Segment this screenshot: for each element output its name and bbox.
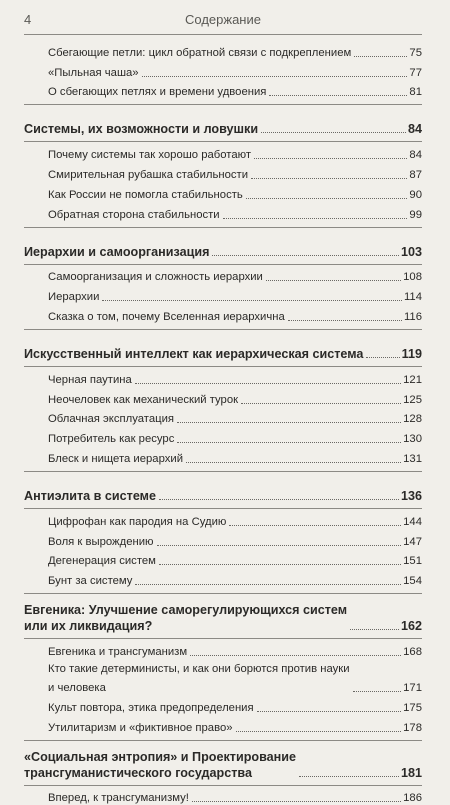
toc-chapter-entry[interactable]	[24, 228, 422, 259]
toc-section-entry[interactable]	[24, 426, 422, 446]
page-ref: 168	[403, 645, 422, 658]
page-ref: 144	[403, 515, 422, 528]
section-title: Сбегающие петли: цикл обратной связи с подкреплением	[48, 46, 352, 59]
title-line-2: или их ликвидация?	[24, 619, 153, 634]
dot-leader	[177, 442, 401, 443]
running-head: Содержание	[185, 12, 261, 27]
section-title: О сбегающих петлях и времени удвоения	[48, 86, 267, 99]
page-ref: 181	[400, 765, 422, 780]
toc-chapter-entry[interactable]	[24, 741, 422, 780]
dot-leader	[288, 320, 402, 321]
dot-leader	[251, 178, 407, 179]
dot-leader	[102, 300, 402, 301]
section-title: Культ повтора, этика предопределения	[48, 701, 254, 714]
page-ref: 175	[403, 701, 422, 714]
page-ref: 186	[403, 792, 422, 805]
section-title: Сказка о том, почему Вселенная иерархична	[48, 310, 285, 323]
chapter-title: Антиэлита в системе	[24, 488, 156, 503]
toc-section-entry[interactable]	[24, 40, 422, 60]
table-of-contents	[24, 40, 422, 805]
section-title: Как России не помогла стабильность	[48, 188, 243, 201]
dot-leader	[135, 383, 401, 384]
toc-section-entry[interactable]	[24, 715, 422, 735]
toc-section-entry[interactable]	[24, 304, 422, 324]
section-title: Блеск и нищета иерархий	[48, 452, 184, 465]
dot-leader	[236, 731, 402, 732]
toc-section-entry[interactable]	[24, 142, 422, 162]
toc-section-entry[interactable]	[24, 202, 422, 222]
section-title: Неочеловек как механический турок	[48, 393, 239, 406]
title-line-1: «Социальная энтропия» и Проектирование	[24, 749, 297, 764]
dot-leader	[266, 280, 401, 281]
dot-leader	[190, 655, 401, 656]
chapter-title	[24, 751, 296, 780]
toc-section-entry[interactable]	[24, 265, 422, 285]
section-title: Дегенерация систем	[48, 555, 156, 568]
toc-chapter-entry[interactable]	[24, 472, 422, 503]
dot-leader	[159, 564, 401, 565]
dot-leader	[192, 801, 401, 802]
toc-section-entry[interactable]	[24, 568, 422, 588]
dot-leader	[241, 403, 401, 404]
dot-leader	[229, 525, 401, 526]
toc-chapter-entry[interactable]	[24, 594, 422, 633]
toc-section-entry[interactable]	[24, 367, 422, 387]
page-ref: 87	[409, 168, 422, 181]
toc-section-entry[interactable]	[24, 80, 422, 100]
page-ref: 81	[409, 86, 422, 99]
toc-section-entry[interactable]	[24, 284, 422, 304]
title-line-2: и человека	[48, 681, 106, 694]
dot-leader	[223, 218, 408, 219]
page-ref: 108	[403, 271, 422, 284]
section-title: Евгеника и трансгуманизм	[48, 645, 188, 658]
section-title: «Пыльная чаша»	[48, 66, 139, 79]
title-line-2: трансгуманистического государства	[24, 765, 252, 780]
section-title: Черная паутина	[48, 373, 132, 386]
page-ref: 121	[403, 373, 422, 386]
toc-section-entry[interactable]	[24, 446, 422, 466]
page-ref: 84	[409, 149, 422, 162]
page-ref: 99	[409, 208, 422, 221]
page-ref: 178	[403, 721, 422, 734]
section-title: Утилитаризм и «фиктивное право»	[48, 721, 233, 734]
toc-section-entry[interactable]	[24, 786, 422, 805]
page-ref: 151	[403, 555, 422, 568]
page-ref: 128	[403, 413, 422, 426]
section-title: Цифрофан как пародия на Судию	[48, 515, 227, 528]
section-title	[48, 663, 350, 695]
toc-chapter-entry[interactable]	[24, 105, 422, 136]
section-title: Самоорганизация и сложность иерархии	[48, 271, 263, 284]
toc-section-entry[interactable]	[24, 529, 422, 549]
title-line-1: Евгеника: Улучшение саморегулирующихся систем	[24, 603, 348, 618]
dot-leader	[142, 76, 408, 77]
chapter-title: Системы, их возможности и ловушки	[24, 122, 259, 137]
page-ref: 75	[409, 46, 422, 59]
page-ref: 84	[407, 122, 422, 137]
toc-section-entry[interactable]	[24, 407, 422, 427]
page-ref: 162	[400, 619, 422, 634]
section-title: Обратная сторона стабильности	[48, 208, 220, 221]
page-ref: 90	[409, 188, 422, 201]
page-ref: 77	[409, 66, 422, 79]
page-ref: 154	[403, 575, 422, 588]
section-title: Смирительная рубашка стабильности	[48, 168, 249, 181]
chapter-title: Искусственный интеллект как иерархическая система	[24, 346, 364, 361]
page-ref: 131	[403, 452, 422, 465]
page-ref: 130	[403, 433, 422, 446]
section-title: Иерархии	[48, 291, 100, 304]
dot-leader	[157, 545, 402, 546]
toc-section-entry[interactable]	[24, 509, 422, 529]
dot-leader	[350, 629, 399, 630]
chapter-title: Иерархии и самоорганизация	[24, 244, 210, 259]
dot-leader	[366, 357, 399, 358]
page-ref: 114	[403, 291, 422, 304]
toc-section-entry[interactable]	[24, 659, 422, 695]
section-title: Облачная эксплуатация	[48, 413, 175, 426]
toc-section-entry[interactable]	[24, 387, 422, 407]
dot-leader	[257, 711, 402, 712]
toc-section-entry[interactable]	[24, 60, 422, 80]
page-ref: 171	[403, 681, 422, 694]
toc-section-entry[interactable]	[24, 695, 422, 715]
dot-leader	[212, 255, 399, 256]
page-header	[24, 8, 422, 30]
toc-section-entry[interactable]	[24, 639, 422, 659]
page-number: 4	[24, 12, 32, 27]
page-ref: 136	[400, 488, 422, 503]
section-title: Вперед, к трансгуманизму!	[48, 792, 189, 805]
title-line-1: Кто такие детерминисты, и как они борются против науки	[48, 662, 350, 675]
section-title: Потребитель как ресурс	[48, 433, 175, 446]
dot-leader	[353, 691, 402, 692]
dot-leader	[159, 499, 399, 500]
dot-leader	[254, 158, 407, 159]
section-title: Бунт за систему	[48, 575, 133, 588]
dot-leader	[246, 198, 408, 199]
section-title: Воля к вырождению	[48, 535, 154, 548]
section-title: Почему системы так хорошо работают	[48, 149, 252, 162]
page-ref: 125	[403, 393, 422, 406]
page-ref: 119	[401, 346, 422, 361]
header-rule	[24, 34, 422, 35]
toc-section-entry[interactable]	[24, 549, 422, 569]
dot-leader	[269, 95, 407, 96]
page-ref: 116	[403, 310, 422, 323]
dot-leader	[354, 56, 407, 57]
toc-chapter-entry[interactable]	[24, 330, 422, 361]
dot-leader	[177, 422, 401, 423]
toc-section-entry[interactable]	[24, 162, 422, 182]
dot-leader	[135, 584, 401, 585]
page-ref: 103	[400, 244, 422, 259]
dot-leader	[186, 462, 401, 463]
chapter-title	[24, 604, 347, 633]
toc-section-entry[interactable]	[24, 182, 422, 202]
dot-leader	[299, 776, 399, 777]
dot-leader	[261, 132, 406, 133]
page-ref: 147	[403, 535, 422, 548]
